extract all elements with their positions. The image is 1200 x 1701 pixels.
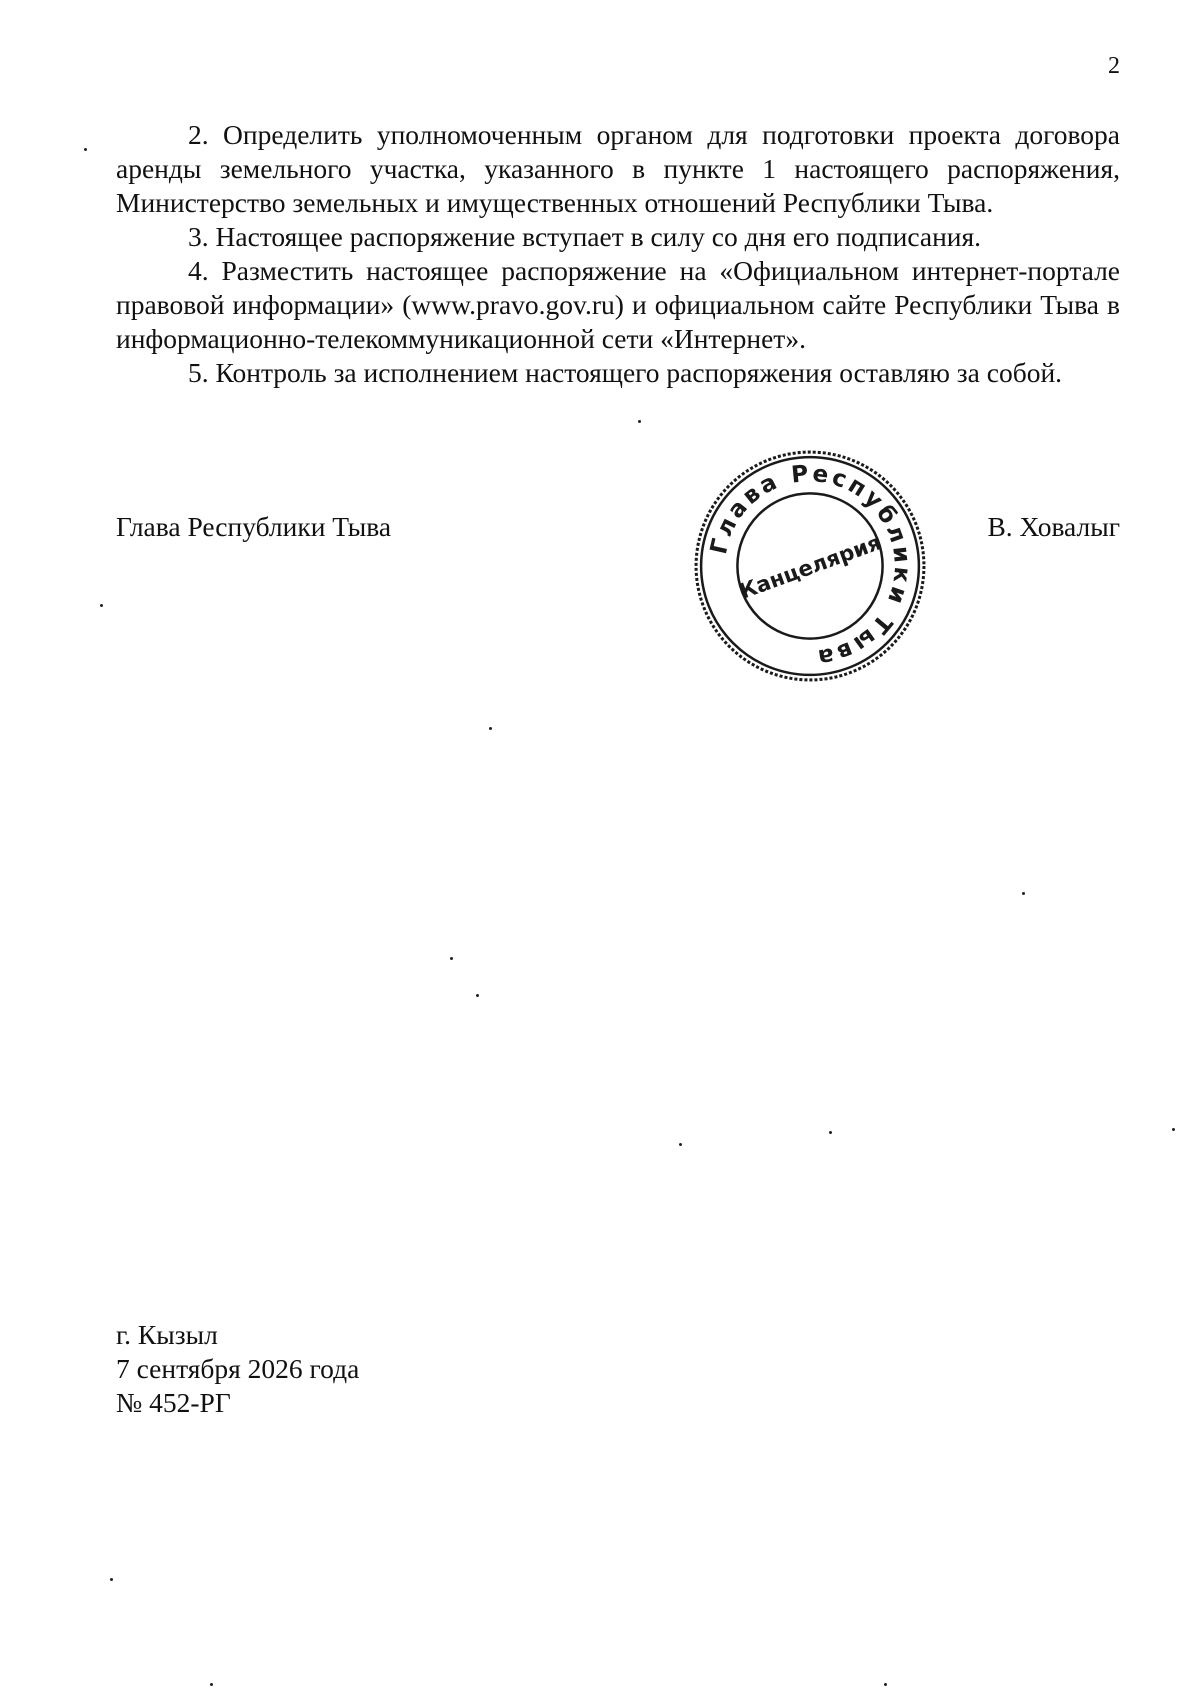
office-stamp bbox=[689, 445, 931, 687]
document-footer bbox=[116, 1318, 359, 1420]
signatory-position: Глава Республики Тыва bbox=[116, 511, 392, 542]
scan-speck bbox=[1022, 892, 1025, 895]
stamp-center-text: Канцелярия bbox=[735, 529, 885, 604]
document-body bbox=[116, 118, 1120, 390]
signatory-name: В. Ховалыг bbox=[987, 511, 1120, 542]
paragraph-2: 2. Определить уполномоченным органом для подготовки проекта договора аренды земельного участка, указанного в пункте 1 настоящего распоряжения, Министерство земельных и имущественных отношений Республики Тыва. bbox=[116, 119, 1120, 218]
scan-speck bbox=[489, 727, 492, 730]
paragraph-4: 4. Разместить настоящее распоряжение на «Официальном интернет-портале правовой информации» (www.pravo.gov.ru) и официальном сайте Республики Тыва в информационно-телекоммуникационной сети «Интернет». bbox=[116, 255, 1120, 354]
scan-speck bbox=[210, 1683, 213, 1686]
scan-speck bbox=[679, 1143, 682, 1146]
stamp-ring-text: Глава Республики Тыва bbox=[705, 459, 917, 672]
footer-number: № 452-РГ bbox=[116, 1387, 231, 1418]
scan-speck bbox=[1172, 1128, 1175, 1131]
scan-speck bbox=[450, 957, 453, 960]
footer-date: 7 сентября 2026 года bbox=[116, 1353, 360, 1384]
footer-city: г. Кызыл bbox=[116, 1319, 218, 1350]
paragraph-3: 3. Настоящее распоряжение вступает в силу со дня его подписания. bbox=[188, 221, 982, 252]
scan-speck bbox=[829, 1131, 832, 1134]
scan-speck bbox=[884, 1683, 887, 1686]
scan-speck bbox=[476, 994, 479, 997]
scan-speck bbox=[84, 148, 87, 151]
scan-speck bbox=[100, 604, 103, 607]
signature-block bbox=[116, 510, 1120, 550]
scan-speck bbox=[110, 1578, 113, 1581]
stamp-seal-icon bbox=[689, 445, 931, 687]
scan-speck bbox=[638, 420, 641, 423]
page-number: 2 bbox=[1108, 53, 1120, 79]
paragraph-5: 5. Контроль за исполнением настоящего распоряжения оставляю за собой. bbox=[188, 357, 1063, 388]
